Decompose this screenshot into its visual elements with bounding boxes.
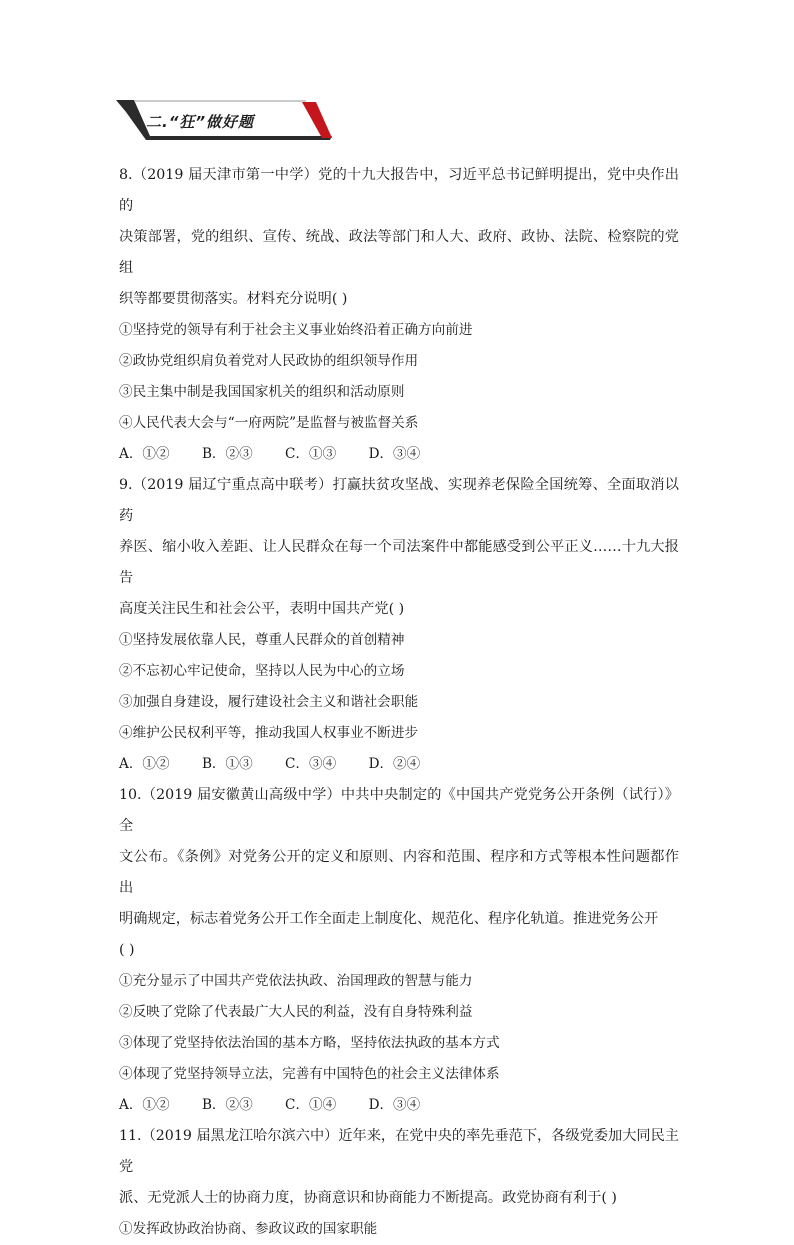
question-stem-line: 明确规定，标志着党务公开工作全面走上制度化、规范化、程序化轨道。推进党务公开: [119, 911, 659, 927]
question-stem-line: 10.（2019 届安徽黄山高级中学）中共中央制定的《中国共产党党务公开条例（试行）》全: [119, 787, 679, 834]
choice-d[interactable]: D．③④: [368, 1097, 421, 1113]
choice-d[interactable]: D．②④: [368, 756, 421, 772]
statement-option: ①充分显示了中国共产党依法执政、治国理政的智慧与能力: [119, 973, 473, 989]
question-11: [119, 1121, 679, 1245]
question-9: [119, 470, 679, 780]
question-stem-line: 决策部署，党的组织、宣传、统战、政法等部门和人大、政府、政协、法院、检察院的党组: [119, 229, 679, 276]
question-stem-line: 11.（2019 届黑龙江哈尔滨六中）近年来，在党中央的率先垂范下，各级党委加大同民主党: [119, 1128, 679, 1175]
question-stem-line: 9.（2019 届辽宁重点高中联考）打赢扶贫攻坚战、实现养老保险全国统筹、全面取消以药: [119, 477, 679, 524]
answer-choices: [119, 439, 679, 470]
statement-option: ③加强自身建设，履行建设社会主义和谐社会职能: [119, 694, 419, 710]
choice-b[interactable]: B．②③: [201, 1097, 253, 1113]
statement-option: ④体现了党坚持领导立法，完善有中国特色的社会主义法律体系: [119, 1066, 500, 1082]
question-stem-line: 织等都要贯彻落实。材料充分说明( ): [119, 291, 348, 307]
section-title: 二.“狂”做好题: [146, 113, 255, 131]
answer-choices: [119, 1090, 679, 1121]
choice-a[interactable]: A．①②: [119, 446, 170, 462]
statement-option: ②不忘初心牢记使命，坚持以人民为中心的立场: [119, 663, 405, 679]
statement-option: ③体现了党坚持依法治国的基本方略，坚持依法执政的基本方式: [119, 1035, 500, 1051]
statement-option: ②反映了党除了代表最广大人民的利益，没有自身特殊利益: [119, 1004, 473, 1020]
choice-c[interactable]: C．①④: [285, 1097, 337, 1113]
choice-b[interactable]: B．①③: [201, 756, 253, 772]
statement-option: ③民主集中制是我国国家机关的组织和活动原则: [119, 384, 405, 400]
statement-option: ④维护公民权利平等，推动我国人权事业不断进步: [119, 725, 419, 741]
choice-c[interactable]: C．①③: [285, 446, 337, 462]
choice-a[interactable]: A．①②: [119, 756, 170, 772]
statement-option: ①发挥政协政治协商、参政议政的国家职能: [119, 1221, 378, 1237]
question-8: [119, 160, 679, 470]
question-stem-line: ( ): [119, 942, 135, 958]
question-list: [119, 160, 679, 1245]
question-stem-line: 8.（2019 届天津市第一中学）党的十九大报告中，习近平总书记鲜明提出，党中央作出的: [119, 167, 679, 214]
choice-d[interactable]: D．③④: [368, 446, 421, 462]
banner-red-stripe: [302, 102, 332, 138]
statement-option: ①坚持发展依靠人民，尊重人民群众的首创精神: [119, 632, 405, 648]
statement-option: ④人民代表大会与“一府两院”是监督与被监督关系: [119, 415, 419, 431]
statement-option: ①坚持党的领导有利于社会主义事业始终沿着正确方向前进: [119, 322, 473, 338]
question-10: [119, 780, 679, 1121]
statement-option: ②政协党组织肩负着党对人民政协的组织领导作用: [119, 353, 419, 369]
choice-a[interactable]: A．①②: [119, 1097, 170, 1113]
question-stem-line: 文公布。《条例》对党务公开的定义和原则、内容和范围、程序和方式等根本性问题都作出: [119, 849, 679, 896]
choice-c[interactable]: C．③④: [285, 756, 337, 772]
question-stem-line: 高度关注民生和社会公平，表明中国共产党( ): [119, 601, 405, 617]
question-stem-line: 派、无党派人士的协商力度，协商意识和协商能力不断提高。政党协商有利于( ): [119, 1190, 617, 1206]
answer-choices: [119, 749, 679, 780]
question-stem-line: 养医、缩小收入差距、让人民群众在每一个司法案件中都能感受到公平正义……十九大报告: [119, 539, 679, 586]
choice-b[interactable]: B．②③: [201, 446, 253, 462]
section-banner: [116, 100, 332, 140]
